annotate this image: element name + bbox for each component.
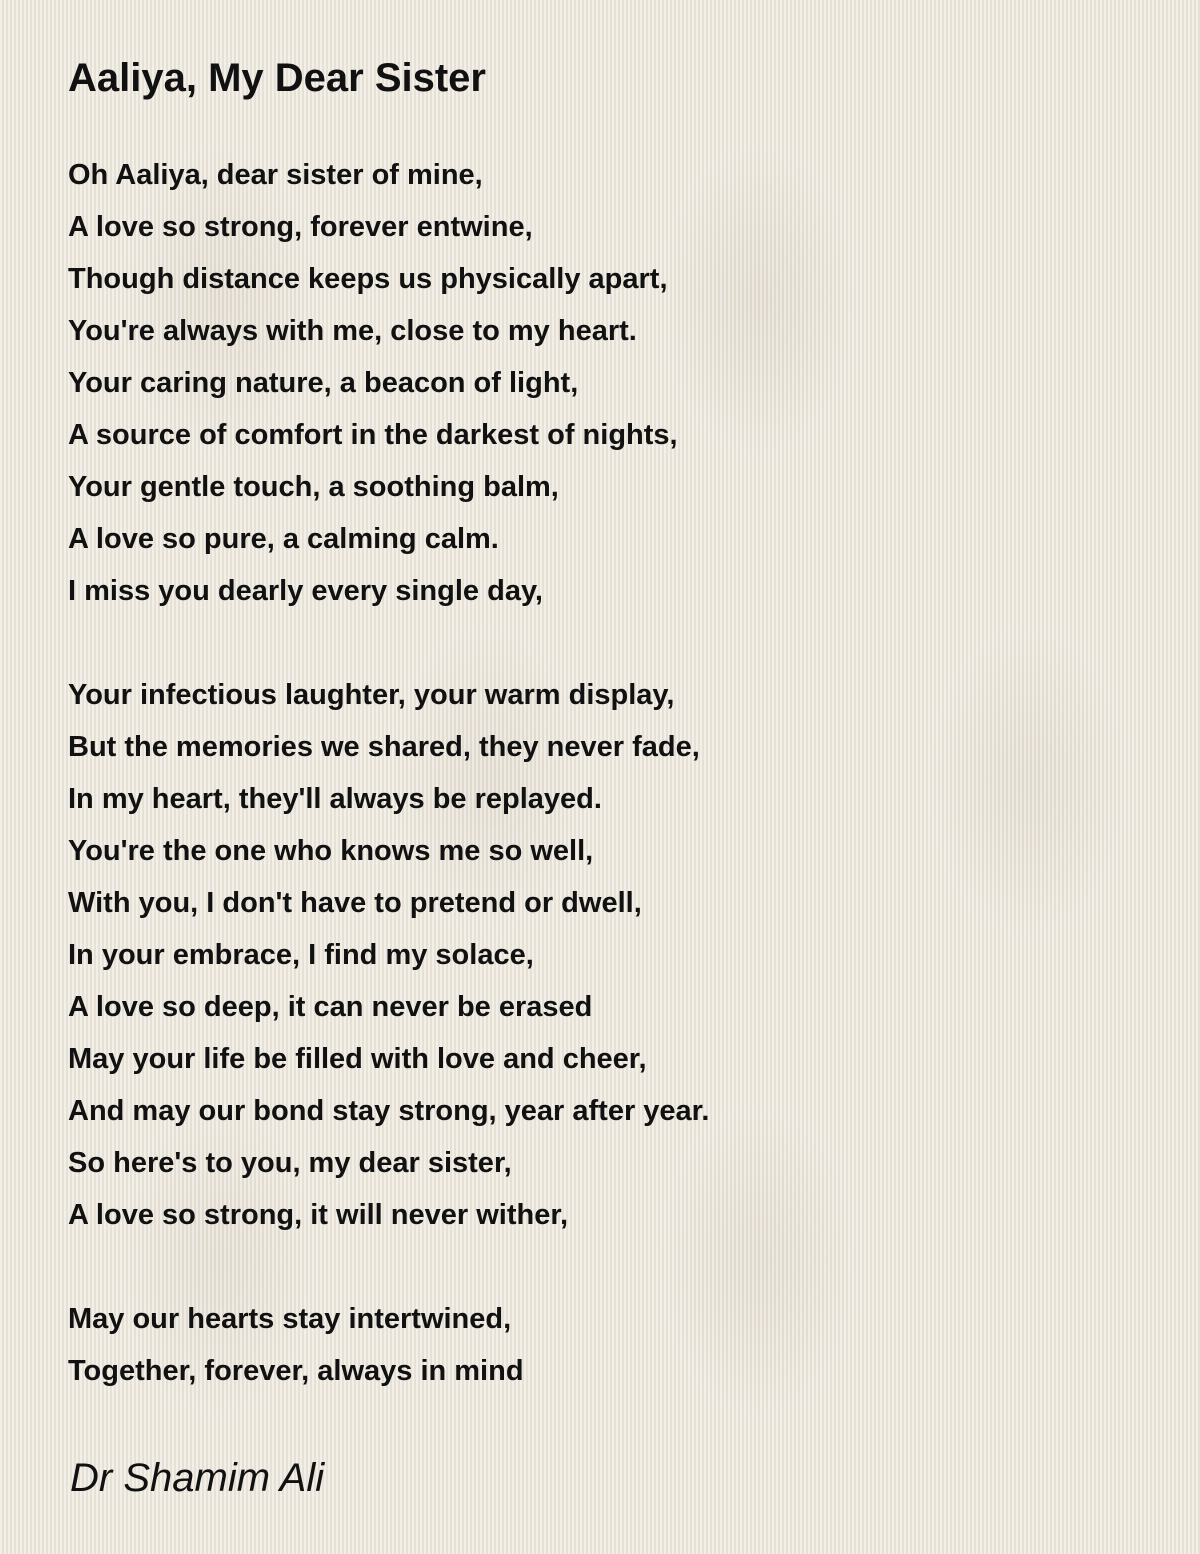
poem-line: And may our bond stay strong, year after year. bbox=[68, 1095, 710, 1127]
poem-line: A source of comfort in the darkest of nights, bbox=[68, 419, 678, 451]
poem-line: Your caring nature, a beacon of light, bbox=[68, 367, 579, 399]
stanza-2 bbox=[68, 669, 1148, 1241]
poem-line: In your embrace, I find my solace, bbox=[68, 939, 534, 971]
poem-line: You're the one who knows me so well, bbox=[68, 835, 594, 867]
poem-line: Though distance keeps us physically apart, bbox=[68, 263, 668, 295]
poem-line: I miss you dearly every single day, bbox=[68, 575, 543, 607]
poem-line: Together, forever, always in mind bbox=[68, 1355, 524, 1387]
poem-line: May our hearts stay intertwined, bbox=[68, 1303, 512, 1335]
poem-line: A love so strong, forever entwine, bbox=[68, 211, 533, 243]
poem-line: Oh Aaliya, dear sister of mine, bbox=[68, 159, 483, 191]
poem-author: Dr Shamim Ali bbox=[70, 1456, 325, 1500]
poem-line: Your gentle touch, a soothing balm, bbox=[68, 471, 559, 503]
stanza-3 bbox=[68, 1293, 1148, 1397]
poem-line: With you, I don't have to pretend or dwell, bbox=[68, 887, 642, 919]
poem-line: So here's to you, my dear sister, bbox=[68, 1147, 512, 1179]
poem-line: In my heart, they'll always be replayed. bbox=[68, 783, 602, 815]
poem-line: May your life be filled with love and cheer, bbox=[68, 1043, 647, 1075]
poem-line: You're always with me, close to my heart. bbox=[68, 315, 637, 347]
poem-line: A love so deep, it can never be erased bbox=[68, 991, 593, 1023]
poem-body bbox=[68, 149, 1148, 1449]
poem-line: A love so strong, it will never wither, bbox=[68, 1199, 569, 1231]
poem-line: A love so pure, a calming calm. bbox=[68, 523, 499, 555]
poem-line: But the memories we shared, they never fade, bbox=[68, 731, 700, 763]
poem-line: Your infectious laughter, your warm display, bbox=[68, 679, 675, 711]
poem-title: Aaliya, My Dear Sister bbox=[68, 56, 486, 100]
stanza-1 bbox=[68, 149, 1148, 617]
